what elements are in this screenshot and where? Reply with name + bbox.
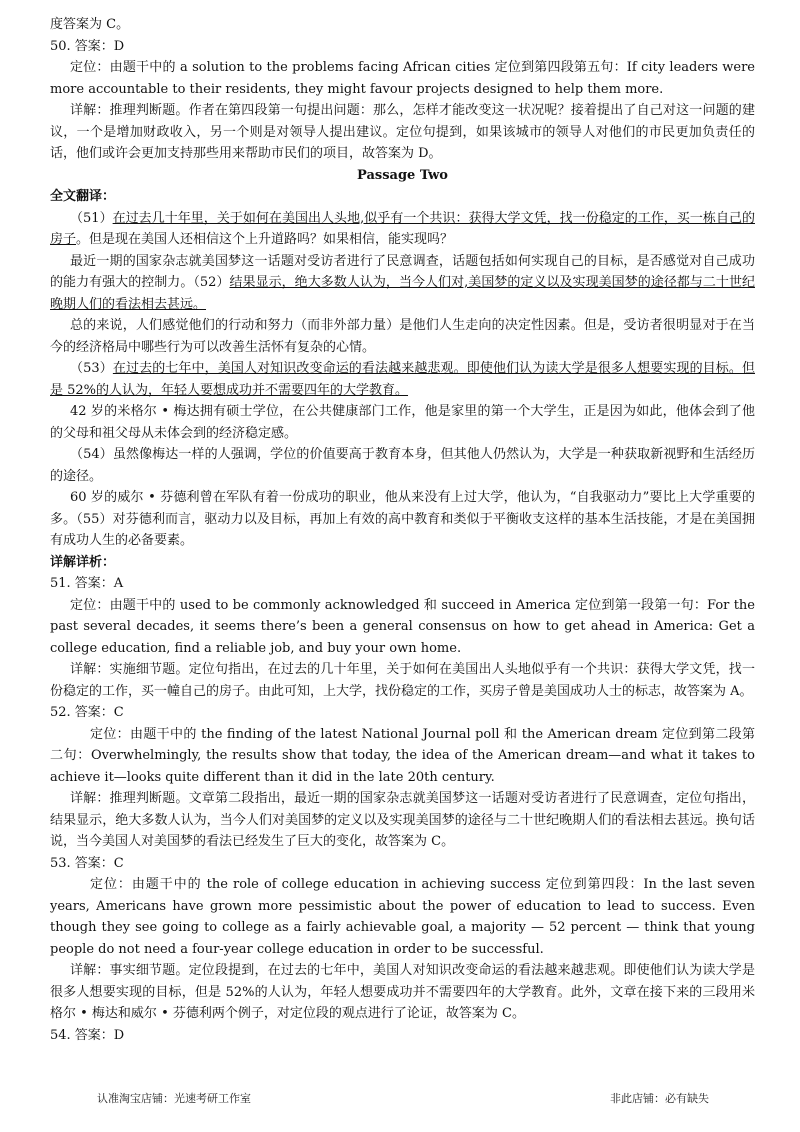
footer-shop-notice: 认准淘宝店铺：光速考研工作室 [97,1092,251,1105]
footer-warning: 非此店铺：必有缺失 [610,1092,709,1105]
q51-detail: 详解：实施细节题。定位句指出，在过去的几十年里，关于如何在美国出人头地似乎有一个共识：获得大学文凭，找一份稳定的工作，买一幢自己的房子。由此可知，上大学，找份稳定的工作，买房子曾是美国成功人士的标志，故答案为 A。 [50,662,755,699]
translation-p3: 总的来说，人们感觉他们的行动和努力（而非外部力量）是他们人生走向的决定性因素。但是，受访者很明显对于在当今的经济格局中哪些行为可以改善生活怀有复杂的心情。 [50,318,755,355]
document-page [50,14,755,1046]
q51-locate: 定位：由题干中的 used to be commonly acknowledged 和 succeed in America 定位到第一段第一句：For the past several decades, it seems there’s been a general consensus on how to get ahead in America: Get a college education, find a reliable job, and buy your own home. [50,597,755,656]
p1-underlined: 在过去几十年里，关于如何在美国出人头地,似乎有一个共识：获得大学文凭，找一份稳定的工作，买一栋自己的房子 [50,210,755,247]
translation-p7: 60 岁的威尔 • 芬德利曾在军队有着一份成功的职业，他从来没有上过大学，他认为，“自我驱动力”要比上大学重要的多。（55）对芬德利而言，驱动力以及目标，再加上有效的高中教育和类似于平衡收支这样的基本生活技能，才是在美国拥有成功人生的必备要素。 [50,490,755,548]
translation-p1 [50,208,755,251]
q53-locate: 定位：由题干中的 the role of college education in achieving success 定位到第四段：In the last seven years, Americans have grown more pessimistic about the power of education to lead to success. Even though they see going to college as a fairly achievable goal, a majority — 52 percent — think that young people do not need a four-year college education in order to be successful. [50,877,755,957]
q52-answer: 52. 答案：C [50,705,124,720]
q54-answer: 54. 答案：D [50,1027,125,1043]
q52-detail: 详解：推理判断题。文章第二段指出，最近一期的国家杂志就美国梦这一话题对受访者进行了民意调查，定位句指出，结果显示，绝大多数人认为，当今人们对美国梦的定义以及实现美国梦的途径与二十世纪晚期人们的看法相去甚远。换句话说，当今美国人对美国梦的看法已经发生了巨大的变化，故答案为 C。 [50,791,755,849]
analysis-label: 详解详析： [50,554,116,570]
translation-p6: （54）虽然像梅达一样的人强调，学位的价值要高于教育本身，但其他人仍然认为，大学是一种获取新视野和生活经历的途径。 [50,447,755,484]
p1-rest: 。但是现在美国人还相信这个上升道路吗？如果相信，能实现吗？ [76,232,454,247]
translation-p5: 42 岁的米格尔 • 梅达拥有硕士学位，在公共健康部门工作，他是家里的第一个大学生，正是因为如此，他体会到了他的父母和祖父母从未体会到的经济稳定感。 [50,404,755,441]
p4-underlined: 在过去的七年中，美国人对知识改变命运的看法越来越悲观。即使他们认为读大学是很多人想要实现的目标。但是 52%的人认为，年轻人要想成功并不需要四年的大学教育。 [50,361,755,398]
q50-answer: 50. 答案：D [50,38,125,54]
p2-pre: 最近一期的国家杂志就美国梦这一话题对受访者进行了民意调查，话题包括如何实现自己的目标，是否感觉对自己成功的能力有强大的控制力。（52） [50,253,755,290]
passage-title: Passage Two [357,167,448,183]
intro-line: 度答案为 C。 [50,17,130,32]
q53-answer: 53. 答案：C [50,855,124,871]
translation-p2 [50,251,755,316]
q51-answer: 51. 答案：A [50,576,124,591]
q50-detail: 详解：推理判断题。作者在第四段第一句提出问题：那么，怎样才能改变这一状况呢？接着提出了自己对这一问题的建议，一个是增加财政收入，另一个则是对领导人提出建议。定位句提到，如果该城市的领导人对他们的市民更加负责任的话，他们或许会更加支持那些用来帮助市民们的项目，故答案为 D。 [50,103,755,161]
q53-detail: 详解：事实细节题。定位段提到，在过去的七年中，美国人对知识改变命运的看法越来越悲观。即使他们认为读大学是很多人想要实现的目标，但是 52%的人认为，年轻人想要成功并不需要四年的大学教育。此外，文章在接下来的三段用米格尔 • 梅达和威尔 • 芬德利两个例子，对定位段的观点进行了论证，故答案为 C。 [50,963,755,1021]
q50-locate: 定位：由题干中的 a solution to the problems facing African cities 定位到第四段第五句：If city leaders were more accountable to their residents, they might favour projects designed to help them more. [50,60,755,97]
q52-locate: 定位：由题干中的 the finding of the latest National Journal poll 和 the American dream 定位到第二段第二句：Overwhelmingly, the results show that today, the idea of the American dream—and what it takes to achieve it—looks quite different than it did in the late 20th century. [50,726,755,785]
p1-number: （51） [70,210,113,226]
page-footer [0,1090,800,1108]
translation-p4 [50,358,755,401]
translation-label: 全文翻译： [50,189,116,204]
p2-underlined: 结果显示，绝大多数人认为，当今人们对,美国梦的定义以及实现美国梦的途径都与二十世纪晚期人们的看法相去甚远。 [50,275,755,312]
p4-number: （53） [70,361,113,376]
